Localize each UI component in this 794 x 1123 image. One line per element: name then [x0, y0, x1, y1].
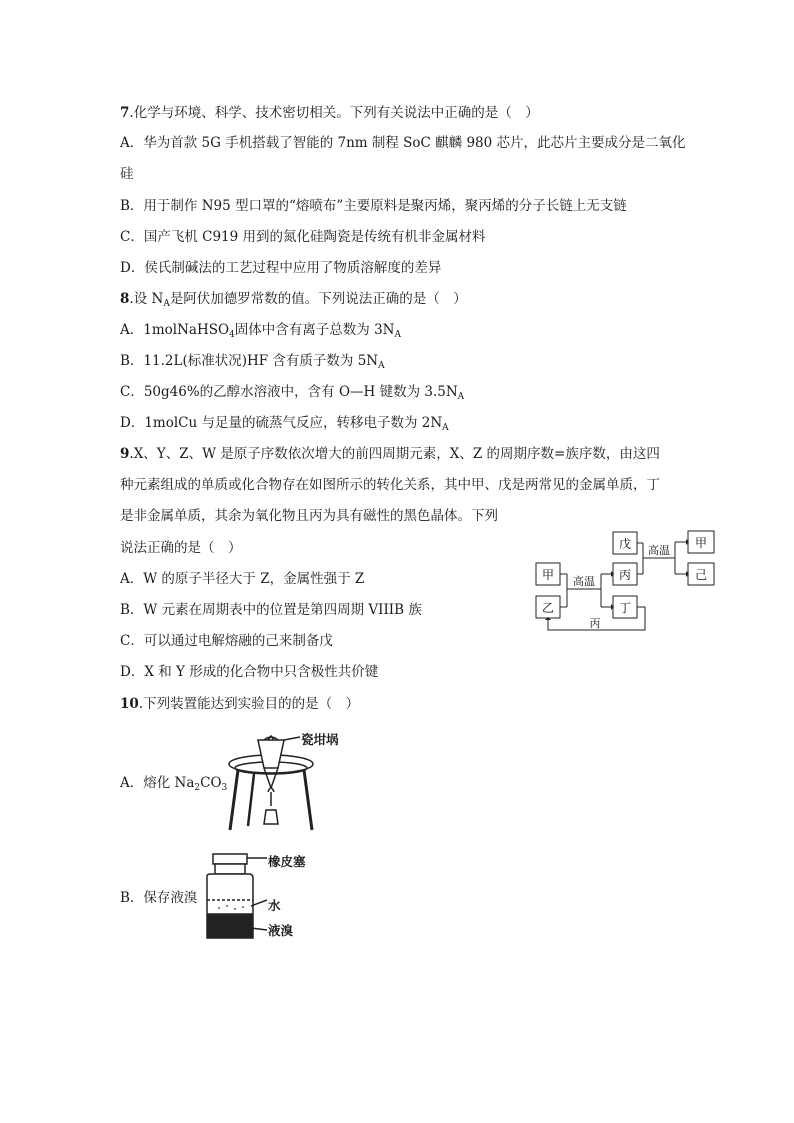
label-yi: 乙: [541, 601, 555, 615]
label-condition-high-temp-2: 高温: [648, 544, 670, 557]
q7-option-b: B．用于制作 N95 型口罩的“熔喷布”主要原料是聚丙烯，聚丙烯的分子长链上无支链: [120, 198, 627, 214]
label-condition-bing: 丙: [589, 617, 601, 630]
q9-stem-line4: 说法正确的是（ ）: [120, 540, 242, 556]
q7-stem: [120, 103, 539, 123]
q7-option-a-line2: 硅: [120, 166, 134, 182]
q8-stem: 8.设 $N_A$是阿伏加德罗常数的值。下列说法正确的是（ ）: [120, 291, 467, 309]
q8-option-d: D．1molCu 与足量的硫蒸气反应，转移电子数为 $2N_A$: [120, 415, 449, 433]
label-jia: 甲: [541, 568, 555, 582]
q10-number: 10: [120, 696, 139, 712]
q9-stem-line2: 种元素组成的单质或化合物存在如图所示的转化关系，其中甲、戊是两常见的金属单质，丁: [120, 477, 660, 493]
label-ji: 己: [694, 568, 708, 582]
q7-stem-text: .化学与环境、科学、技术密切相关。下列有关说法中正确的是（ ）: [129, 105, 539, 121]
q8-number: 8: [120, 291, 130, 307]
q7-number: 7: [120, 105, 130, 121]
q10-option-b: B．保存液溴: [120, 890, 198, 906]
q7-option-c: C．国产飞机 C919 用到的氮化硅陶瓷是传统有机非金属材料: [120, 229, 486, 245]
q10-option-a: A．熔化 $Na_2CO_3$: [120, 775, 228, 793]
q9-option-a: A．W 的原子半径大于 Z，金属性强于 Z: [120, 571, 365, 587]
q9-option-c: C．可以通过电解熔融的己来制备戊: [120, 633, 333, 649]
crucible-label: 瓷坩埚: [301, 732, 339, 747]
q9-number: 9: [120, 446, 130, 462]
q9-option-d: D．X 和 Y 形成的化合物中只含极性共价键: [120, 664, 379, 680]
q8-option-b: B．11.2L(标准状况)HF 含有质子数为 $5N_A$: [120, 353, 385, 371]
label-bing: 丙: [618, 568, 632, 582]
conversion-diagram: [533, 527, 745, 637]
q8-option-c: C．50g46%的乙醇水溶液中，含有 O—H 键数为 $3.5N_A$: [120, 384, 465, 402]
q9-option-b: B．W 元素在周期表中的位置是第四周期 VIIIB 族: [120, 602, 422, 618]
label-wu: 戊: [618, 537, 632, 551]
q7-option-d: D．侯氏制碱法的工艺过程中应用了物质溶解度的差异: [120, 260, 442, 276]
q9-stem-line3: 是非金属单质，其余为氧化物且丙为具有磁性的黑色晶体。下列: [120, 508, 498, 524]
q7-option-a-line1: A．华为首款 5G 手机搭载了智能的 7nm 制程 SoC 麒麟 980 芯片，此芯片主要成分是二氧化: [120, 135, 686, 151]
stopper-label: 橡皮塞: [268, 854, 306, 869]
water-label: 水: [268, 898, 281, 913]
label-condition-high-temp-1: 高温: [573, 575, 595, 588]
label-jia2: 甲: [694, 536, 708, 550]
q10-stem: 10.下列装置能达到实验目的的是（ ）: [120, 696, 360, 712]
q8-option-a: A．1molNaHSO$_4$固体中含有离子总数为 $3N_A$: [120, 322, 401, 340]
label-ding: 丁: [618, 601, 632, 615]
q9-stem-line1: 9.X、Y、Z、W 是原子序数依次增大的前四周期元素，X、Z 的周期序数=族序数，由这四: [120, 446, 660, 462]
bromine-label: 液溴: [268, 923, 294, 938]
